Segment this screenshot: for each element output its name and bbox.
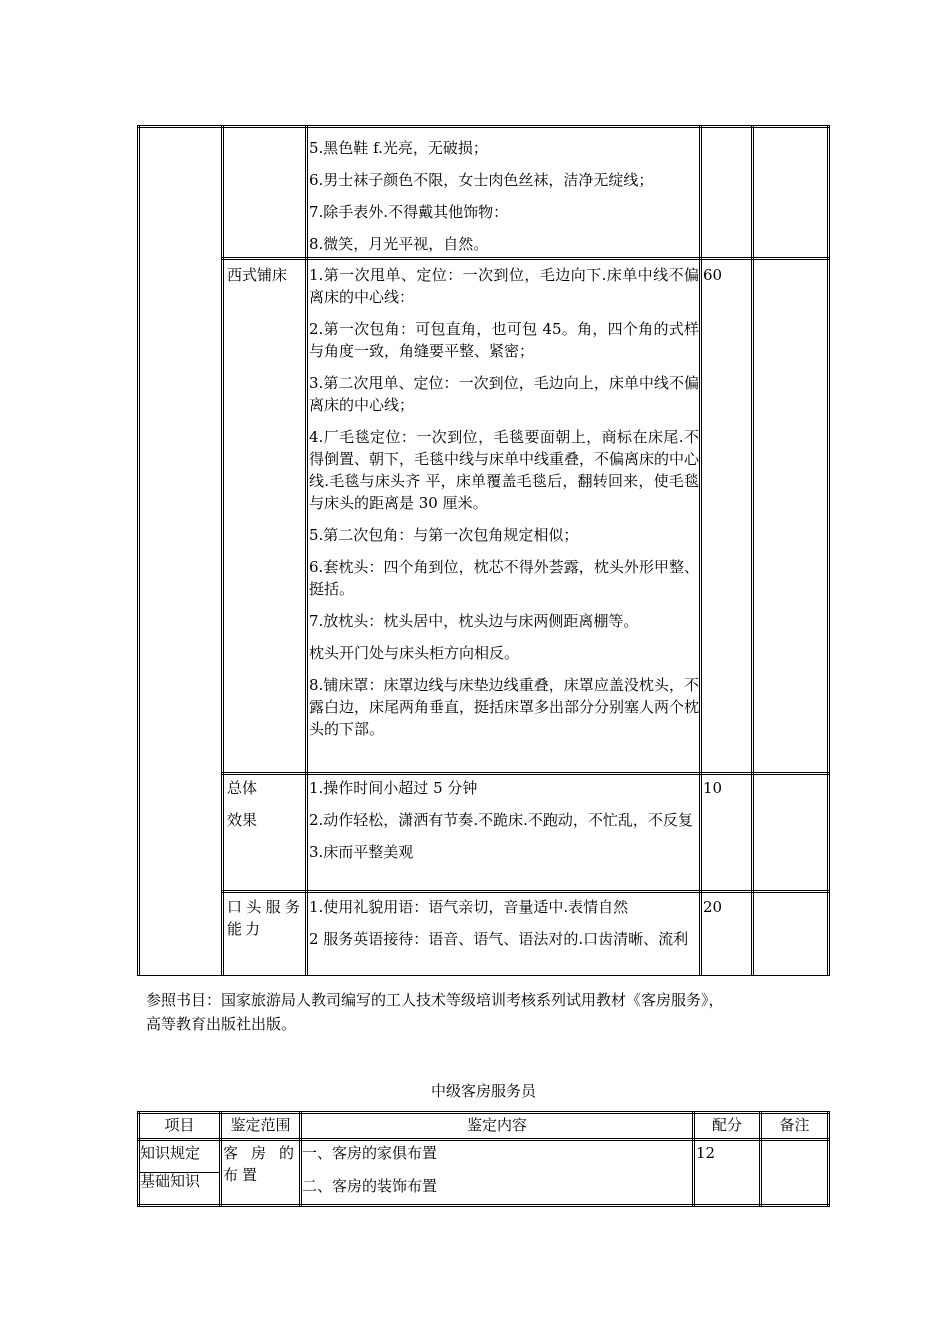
row-sep-3	[222, 890, 830, 893]
bed-item: 5.第二次包角：与第一次包角规定相似；	[309, 526, 579, 544]
dress-items	[309, 137, 699, 265]
header-content: 鉴定内容	[466, 1116, 527, 1134]
bed-scope: 西式铺床	[227, 266, 288, 284]
overall-item: 3.床而平整美观	[309, 843, 414, 861]
bed-score: 60	[703, 266, 723, 284]
row-sep-2	[222, 772, 830, 775]
overall-scope-line: 效果	[227, 811, 258, 829]
overall-scope-line: 总体	[227, 779, 258, 797]
bed-item: 3.第二次甩单、定位：一次到位，毛边向上，床单中线不偏离床的中心线；	[309, 374, 699, 414]
col-sep-4	[751, 125, 754, 976]
row-item-line: 基础知识	[140, 1172, 201, 1190]
bed-item: 4.厂毛毯定位：一次到位，毛毯要面朝上，商标在床尾.不得倒置、朝下，毛毯中线与床单中线重叠，不偏离床的中心线.毛毯与床头齐 平，床单覆盖毛毯后，翻转回来，使毛毯与床头的距离是 30 厘米。	[309, 428, 700, 512]
header-scope: 鉴定范围	[230, 1116, 291, 1134]
oral-item: 2 服务英语接待：语音、语气、语法对的.口齿清晰、流利	[309, 930, 689, 948]
reference-line: 参照书目：国家旅游局人教司编写的工人技术等级培训考核系列试用教材《客房服务》，	[146, 991, 724, 1009]
dress-item: 6.男士袜子颜色不限，女士肉色丝袜，洁净无绽线；	[309, 171, 654, 189]
table2-bottom-border	[137, 1204, 830, 1207]
col-sep-3	[699, 125, 702, 976]
section-title: 中级客房服务员	[430, 1082, 536, 1100]
bed-item: 1.第一次甩单、定位：一次到位，毛边向下.床单中线不偏离床的中心线：	[309, 266, 699, 306]
bed-item: 6.套枕头：四个角到位，枕芯不得外荟露，枕头外形甲整、挺括。	[309, 558, 699, 598]
overall-items	[309, 777, 699, 873]
bed-item: 2.第一次包角：可包直角，也可包 45。角，四个角的式样与角度一致，角缝要平整、紧密；	[309, 320, 699, 360]
oral-items	[309, 896, 699, 960]
overall-scope	[227, 777, 303, 841]
header-item: 项目	[164, 1116, 195, 1134]
header-score: 配分	[711, 1116, 742, 1134]
dress-item: 8.微笑，月光平视，自然。	[309, 235, 489, 253]
reference-line: 高等教育出版社出版。	[146, 1015, 297, 1033]
bed-item: 7.放枕头：枕头居中，枕头边与床两侧距离棚等。	[309, 612, 639, 630]
col-sep-2	[305, 125, 308, 976]
bed-items	[309, 264, 699, 750]
oral-scope: 口头服务能力	[227, 898, 303, 938]
row-score: 12	[696, 1144, 716, 1162]
table-top-border	[137, 125, 830, 128]
table-bottom-border	[137, 975, 830, 976]
reference-note	[146, 988, 826, 1036]
header-note: 备注	[779, 1116, 810, 1134]
overall-item: 2.动作轻松，潇洒有节奏.不跪床.不跑动，不忙乱，不反复	[309, 811, 693, 829]
table2-header-border	[137, 1138, 830, 1141]
dress-item: 5.黑色鞋 f.光亮，无破损；	[309, 139, 488, 157]
overall-score: 10	[703, 779, 723, 797]
table-right-border	[827, 125, 830, 976]
row-content-line: 二、客房的装饰布置	[302, 1177, 438, 1195]
row-item-line: 知识规定	[140, 1144, 201, 1162]
dress-item: 7.除手表外.不得戴其他饰物：	[309, 203, 509, 221]
bed-item: 枕头开门处与床头柜方向相反。	[309, 644, 520, 662]
table2-right-border	[827, 1111, 830, 1206]
oral-item: 1.使用礼貌用语：语气亲切，音量适中.表情自然	[309, 898, 629, 916]
col-sep-1	[221, 125, 224, 976]
bed-item: 8.铺床罩：床罩边线与床垫边线重叠，床罩应盖没枕头，不露白边，床尾两角垂直，挺括床罩多出部分分别塞人两个枕头的下部。	[309, 676, 700, 738]
oral-score: 20	[703, 898, 723, 916]
row-scope: 客房的布置	[223, 1144, 298, 1184]
overall-item: 1.操作时间小超过 5 分钟	[309, 779, 478, 797]
row-content-line: 一、客房的家俱布置	[302, 1144, 438, 1162]
table-left-border	[137, 125, 140, 976]
